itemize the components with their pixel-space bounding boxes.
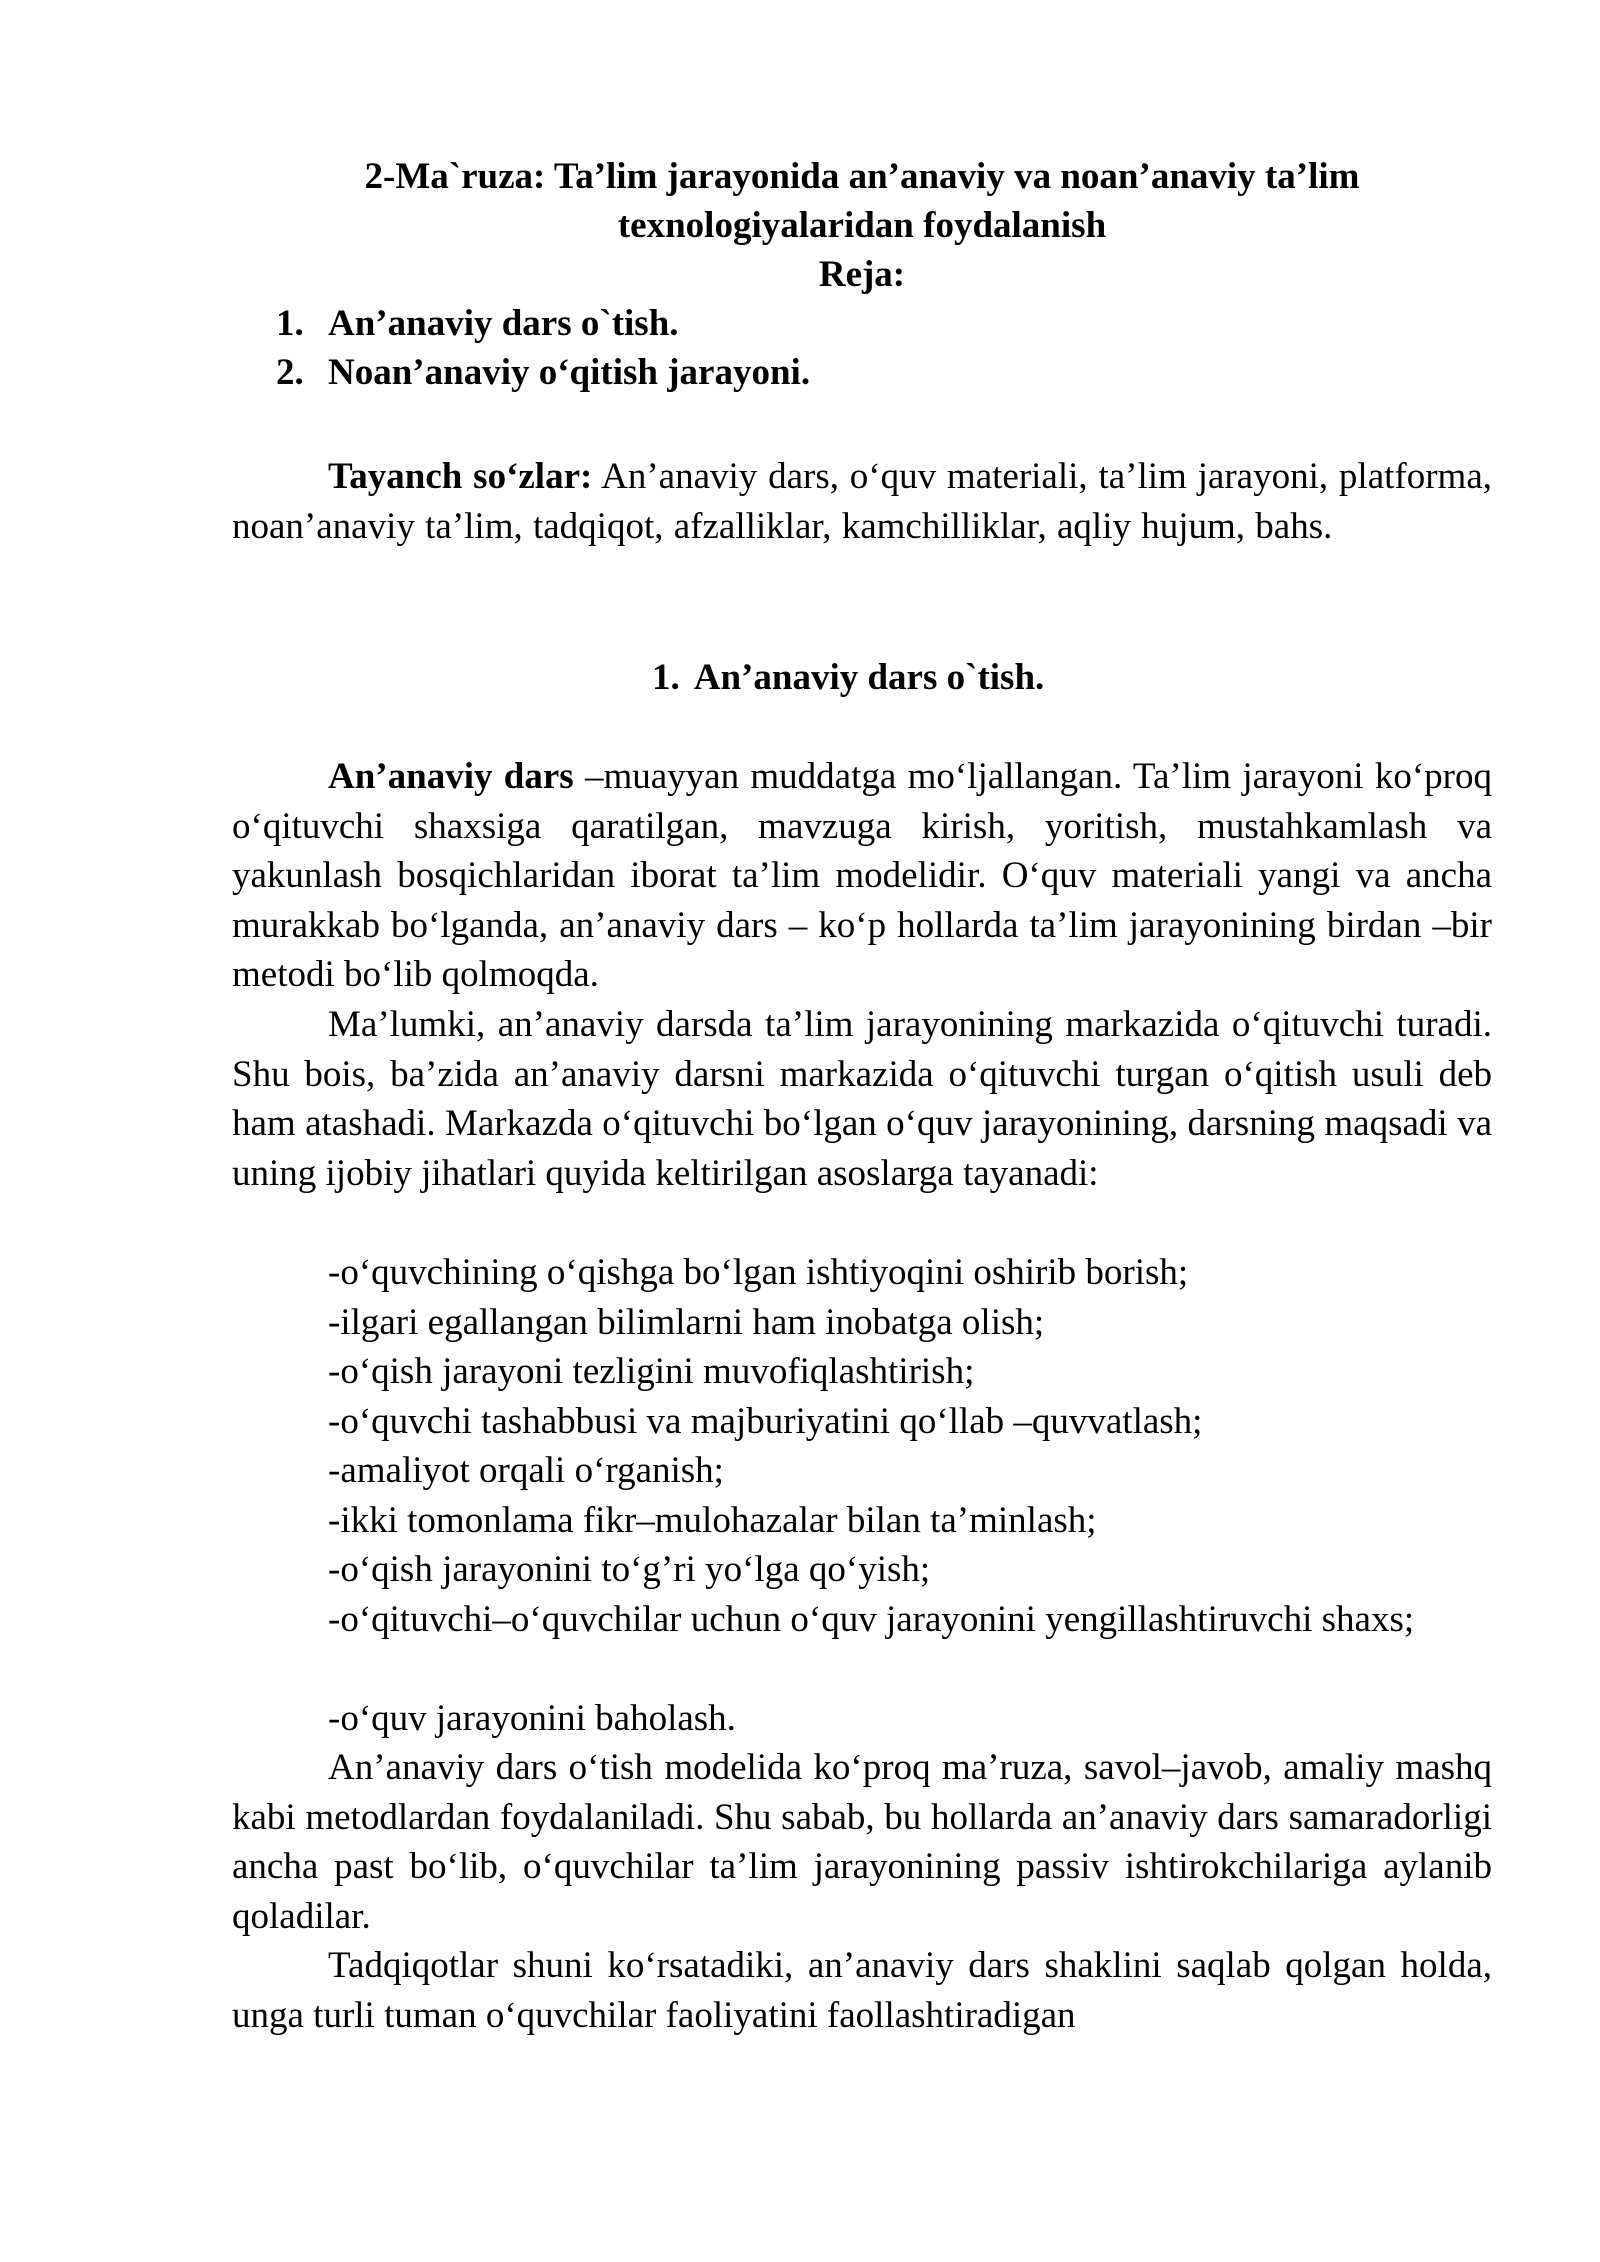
list-item: -ikki tomonlama fikr–mulohazalar bilan ta’minlash; [328, 1500, 1097, 1541]
list-item: -o‘qish jarayoni tezligini muvofiqlashtirish; [328, 1351, 975, 1392]
plan-item-number: 1. [276, 303, 304, 344]
keywords-paragraph [232, 452, 1492, 551]
paragraph-3: An’anaviy dars o‘tish modelida ko‘proq ma’ruza, savol–javob, amaliy mashq kabi metodlardan foydalaniladi. Shu sabab, bu hollarda an’anaviy dars samaradorligi ancha past bo‘lib, o‘quvchilar ta’lim jarayonining passiv ishtirokchilariga aylanib qoladilar. [232, 1747, 1492, 1937]
plan-item [276, 348, 810, 397]
term-traditional-lesson: An’anaviy dars [328, 756, 574, 797]
section-title: An’anaviy dars o`tish. [693, 657, 1045, 698]
list-item: -ilgari egallangan bilimlarni ham inobatga olish; [328, 1302, 1045, 1343]
plan-item-number: 2. [276, 352, 304, 393]
keywords-text: An’anaviy dars, o‘quv materiali, ta’lim jarayoni, platforma, noan’anaviy ta’lim, tadqiqot, afzalliklar, kamchilliklar, aqliy hujum, bahs. [232, 456, 1492, 547]
paragraph-1-text: –muayyan muddatga mo‘ljallangan. Ta’lim jarayoni ko‘proq o‘qituvchi shaxsiga qaratilgan, mavzuga kirish, yoritish, mustahkamlash va yakunlash bosqichlaridan iborat ta’lim modelidir. O‘quv materiali yangi va ancha murakkab bo‘lganda, an’anaviy dars – ko‘p hollarda ta’lim jarayonining birdan –bir metodi bo‘lib qolmoqda. [232, 756, 1492, 995]
plan-item-text: An’anaviy dars o`tish. [328, 303, 679, 344]
list-item: -o‘qish jarayonini to‘g’ri yo‘lga qo‘yish; [328, 1549, 931, 1590]
section-number: 1. [652, 657, 680, 698]
plan-item-text: Noan’anaviy o‘qitish jarayoni. [328, 352, 811, 393]
plan-label: Reja: [818, 254, 906, 295]
paragraph-1 [232, 752, 1492, 1000]
lecture-title-line1: 2-Ma`ruza: Ta’lim jarayonida an’anaviy va noan’anaviy ta’lim [364, 156, 1360, 197]
list-item: -o‘quvchi tashabbusi va majburiyatini qo‘llab –quvvatlash; [328, 1401, 1203, 1442]
list-item: -amaliyot orqali o‘rganish; [328, 1450, 724, 1491]
list-item: -o‘quv jarayonini baholash. [328, 1698, 736, 1739]
keywords-label: Tayanch so‘zlar: [328, 456, 593, 497]
section-heading [652, 653, 1044, 702]
plan-list [276, 299, 810, 397]
lecture-title-line2: texnologiyalaridan foydalanish [617, 205, 1107, 246]
list-item: -o‘qituvchi–o‘quvchilar uchun o‘quv jarayonini yengillashtiruvchi shaxs; [328, 1599, 1415, 1640]
lecture-title [232, 152, 1492, 299]
paragraph-4: Tadqiqotlar shuni ko‘rsatadiki, an’anaviy dars shaklini saqlab qolgan holda, unga turli tuman o‘quvchilar faoliyatini faollashtiradigan [232, 1945, 1492, 2036]
paragraph-2: Ma’lumki, an’anaviy darsda ta’lim jarayonining markazida o‘qituvchi turadi. Shu bois, ba’zida an’anaviy darsni markazida o‘qituvchi turgan o‘qitish usuli deb ham atashadi. Markazda o‘qituvchi bo‘lgan o‘quv jarayonining, darsning maqsadi va uning ijobiy jihatlari quyida keltirilgan asoslarga tayanadi: [232, 1004, 1492, 1194]
list-item: -o‘quvchining o‘qishga bo‘lgan ishtiyoqini oshirib borish; [328, 1252, 1189, 1293]
plan-item [276, 299, 810, 348]
